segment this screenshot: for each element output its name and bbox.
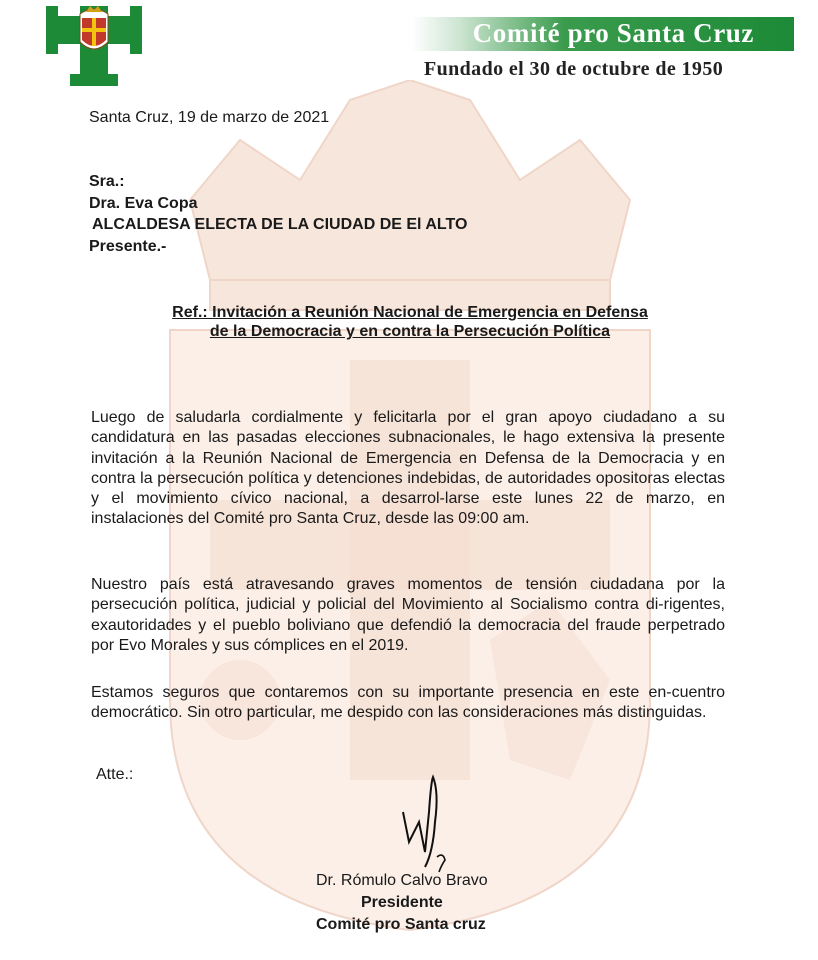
reference-line-1: Ref.: Invitación a Reunión Nacional de Emergencia en Defensa [172, 304, 648, 321]
recipient-salutation: Sra.: [89, 173, 125, 190]
signatory-role: Presidente [361, 894, 443, 911]
founded-subtitle: Fundado el 30 de octubre de 1950 [424, 58, 724, 80]
reference-subject [90, 303, 730, 341]
signatory-name: Dr. Rómulo Calvo Bravo [316, 872, 488, 889]
recipient-title: ALCALDESA ELECTA DE LA CIUDAD DE El ALTO [92, 216, 468, 233]
body-paragraph-3: Estamos seguros que contaremos con su importante presencia en este en-cuentro democrático. Sin otro particular, me despido con las consideraciones más distinguidas. [91, 684, 725, 722]
recipient-closing: Presente.- [89, 238, 167, 255]
sign-off: Atte.: [96, 766, 134, 783]
organization-title: Comité pro Santa Cruz [472, 18, 754, 48]
body-paragraph-1: Luego de saludarla cordialmente y felicitarla por el gran apoyo ciudadano a su candidatura en las pasadas elecciones subnacionales, le hago extensiva la presente invitación a la Reunión Nacional de Emergencia en Defensa de la Democracia y en contra la persecución política y detenciones indebidas, de autoridades opositoras electas y el movimiento cívico nacional, a desarrol-larse este lunes 22 de marzo, en instalaciones del Comité pro Santa Cruz, desde las 09:00 am. [91, 409, 725, 528]
header-banner [412, 17, 794, 51]
signatory-organization: Comité pro Santa cruz [316, 916, 486, 933]
recipient-name: Dra. Eva Copa [89, 195, 198, 212]
reference-line-2: de la Democracia y en contra la Persecución Política [209, 323, 611, 340]
letter-date: Santa Cruz, 19 de marzo de 2021 [89, 109, 330, 126]
handwritten-signature [395, 772, 475, 882]
green-cross-shield-logo [46, 6, 142, 86]
body-paragraph-2: Nuestro país está atravesando graves momentos de tensión ciudadana por la persecución política, judicial y policial del Movimiento al Socialismo contra di-rigentes, exautoridades y el pueblo boliviano que defendió la democracia del fraude perpetrado por Evo Morales y sus cómplices en el 2019. [91, 576, 725, 654]
